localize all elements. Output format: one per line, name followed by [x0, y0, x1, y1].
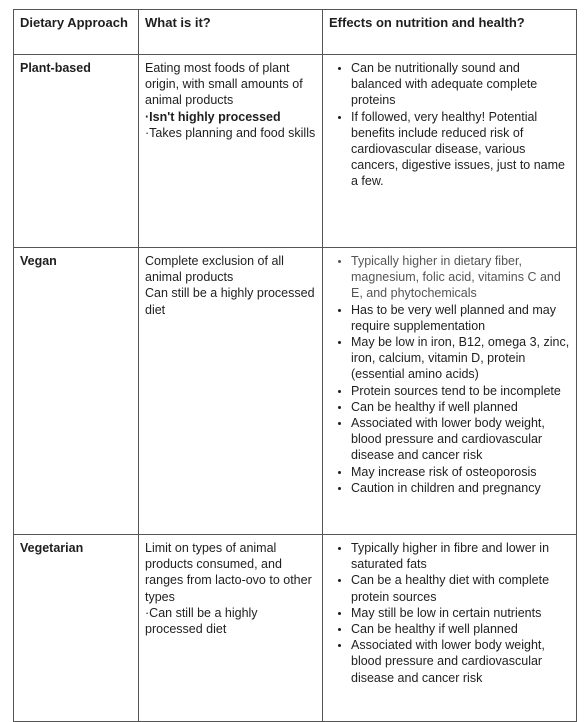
approach-cell: Plant-based — [14, 55, 139, 248]
effects-cell — [323, 535, 577, 722]
what-text: ·Can still be a highly processed diet — [145, 605, 258, 637]
header-dietary-approach: Dietary Approach — [14, 10, 139, 55]
effects-cell — [323, 55, 577, 248]
effect-item: • Typically higher in fibre and lower in saturated fats — [351, 540, 570, 572]
what-cell — [139, 248, 323, 535]
effect-item: • Associated with lower body weight, blood pressure and cardiovascular disease and cancer risk — [351, 415, 570, 464]
approach-cell: Vegetarian — [14, 535, 139, 722]
effect-item: • Caution in children and pregnancy — [351, 480, 570, 496]
effect-item: • Can be healthy if well planned — [351, 621, 570, 637]
what-text: Eating most foods of plant origin, with small amounts of animal products — [145, 61, 303, 108]
effects-list — [329, 60, 570, 190]
approach-cell: Vegan — [14, 248, 139, 535]
table-row-vegetarian — [14, 535, 577, 722]
diet-comparison-table — [13, 9, 577, 722]
header-effects: Effects on nutrition and health? — [323, 10, 577, 55]
effects-list — [329, 540, 570, 686]
effect-item: • Can be healthy if well planned — [351, 399, 570, 415]
effect-item: • May still be low in certain nutrients — [351, 605, 570, 621]
what-cell — [139, 55, 323, 248]
effect-item: • Typically higher in dietary fiber, magnesium, folic acid, vitamins C and E, and phytochemicals — [351, 253, 570, 302]
header-row — [14, 10, 577, 55]
what-text: ·Takes planning and food skills — [145, 125, 316, 140]
what-text: ·Isn't highly processed — [145, 109, 281, 124]
effect-item: • Can be nutritionally sound and balanced with adequate complete proteins — [351, 60, 570, 109]
effect-item: • Can be a healthy diet with complete protein sources — [351, 572, 570, 604]
effect-item: • Associated with lower body weight, blood pressure and cardiovascular disease and cancer risk — [351, 637, 570, 686]
what-text: Can still be a highly processed diet — [145, 286, 315, 317]
effects-cell — [323, 248, 577, 535]
table-row-plant-based — [14, 55, 577, 248]
effect-item: • May increase risk of osteoporosis — [351, 464, 570, 480]
table-row-vegan — [14, 248, 577, 535]
effects-list — [329, 253, 570, 496]
what-text: Limit on types of animal products consumed, and ranges from lacto-ovo to other types — [145, 541, 312, 604]
what-cell — [139, 535, 323, 722]
effect-item: • If followed, very healthy! Potential benefits include reduced risk of cardiovascular disease, various cancers, digestive issues, just to name a few. — [351, 109, 570, 190]
effect-item: • May be low in iron, B12, omega 3, zinc, iron, calcium, vitamin D, protein (essential amino acids) — [351, 334, 570, 383]
what-text: Complete exclusion of all animal products — [145, 254, 284, 285]
effect-item: • Has to be very well planned and may require supplementation — [351, 302, 570, 334]
header-what-is-it: What is it? — [139, 10, 323, 55]
effect-item: • Protein sources tend to be incomplete — [351, 383, 570, 399]
